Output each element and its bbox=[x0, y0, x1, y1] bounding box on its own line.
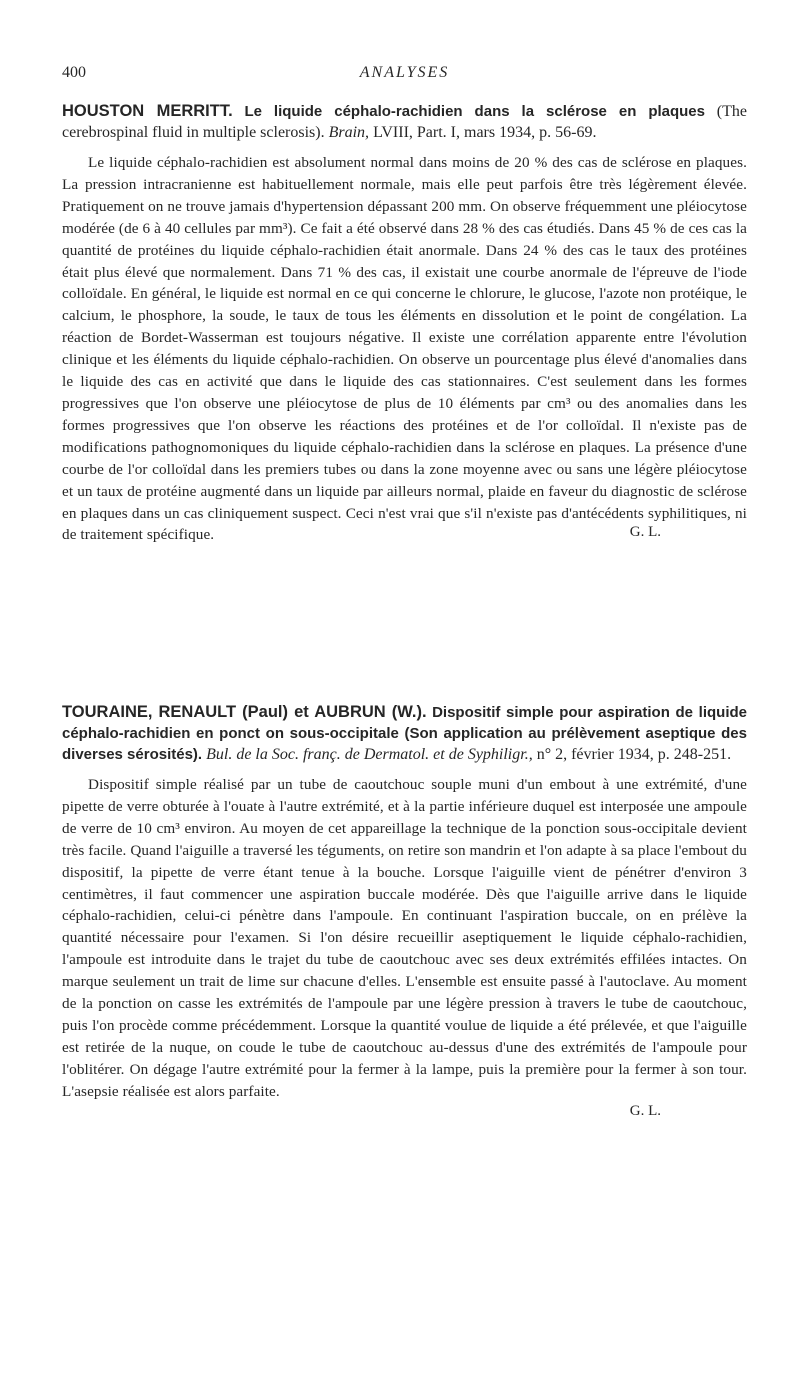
journal-name: Bul. de la Soc. franç. de Dermatol. et de Syphiligr., bbox=[206, 746, 533, 763]
article-authors: HOUSTON MERRITT. bbox=[62, 102, 233, 120]
article-signature: G. L. bbox=[629, 524, 661, 541]
article-body: Le liquide céphalo-rachidien est absolument normal dans moins de 20 % des cas de sclérose en plaques. La pression intracranienne est habituellement normale, mais elle peut parfois être très légèrement élevée. Pratiquement on ne trouve jamais d'hypertension dépassant 200 mm. On observe fréquemment une pléiocytose modérée (de 6 à 40 cellules par mm³). Ce fait a été observé dans 28 % des cas étudiés. Dans 45 % de ces cas la quantité de protéines du liquide céphalo-rachidien était anormale. Dans 24 % des cas le taux des protéines était plus élevé que normalement. Dans 71 % des cas, il existait une courbe anormale de l'épreuve de l'iode colloïdale. En général, le liquide est normal en ce qui concerne le chlorure, le glucose, l'azote non protéique, le calcium, le phosphore, la soude, le taux de tous les éléments en dissolution et le point de congélation. La réaction de Bordet-Wasserman est toujours négative. Il existe une corrélation apparente entre l'évolution clinique et les éléments du liquide céphalo-rachidien. On observe un pourcentage plus élevé d'anomalies dans le liquide des cas en activité que dans le liquide des cas stationnaires. C'est seulement dans les formes progressives que l'on observe une pléiocytose de plus de 10 éléments par cm³ ou des anomalies dans les formes progressives que l'on observe les réactions des protéines et de l'or colloïdal. Il n'existe pas de modifications pathognomoniques du liquide céphalo-rachidien dans la sclérose en plaques. La présence d'une courbe de l'or colloïdal dans les premiers tubes ou dans la zone moyenne avec ou sans une légère pléiocytose et un taux de protéine augmenté dans un liquide par ailleurs normal, plaide en faveur du diagnostic de sclérose en plaques dans un cas cliniquement suspect. Ceci n'est vrai que s'il n'existe pas d'antécédents syphilitiques, ni de traitement spécifique. bbox=[62, 154, 747, 544]
journal-name: Brain, bbox=[328, 124, 370, 141]
citation-details: LVIII, Part. I, mars 1934, p. 56-69. bbox=[373, 124, 597, 141]
article-body: Dispositif simple réalisé par un tube de caoutchouc souple muni d'un embout à une extrémité, d'une pipette de verre obturée à l'ouate à l'autre extrémité, et à la partie inférieure duquel est interposée une ampoule de verre de 10 cm³ environ. Au moyen de cet appareillage la technique de la ponction sous-occipitale devient très facile. Quand l'aiguille a traversé les téguments, on retire son mandrin et l'on adapte à sa place l'embout du dispositif, la pipette de verre étant tenue à la bouche. Lorsque l'aiguille vient de pénétrer d'environ 3 centimètres, il faut commencer une aspiration buccale modérée. Dès que l'aiguille arrive dans le liquide céphalo-rachidien, celui-ci pénètre dans l'ampoule. En continuant l'aspiration buccale, on en prélève la quantité nécessaire pour l'examen. Si l'on désire recueillir aseptiquement le liquide céphalo-rachidien, l'ampoule est introduite dans le trajet du tube de caoutchouc avec ses deux extrémités effilées intactes. On marque seulement un trait de lime sur chacune d'elles. L'ensemble est ensuite passé à l'autoclave. Au moment de la ponction on casse les extrémités de l'ampoule par une légère pression à travers le tube de caoutchouc, puis l'on procède comme précédemment. Lorsque la quantité voulue de liquide a été prélevée, et que l'aiguille est retirée de la nuque, on coude le tube de caoutchouc au-dessus d'une des extrémités de l'ampoule pour l'oblitérer. On dégage l'autre extrémité pour la fermer à la lampe, puis la première pour la fermer à son tour. L'asepsie réalisée est alors parfaite. bbox=[62, 776, 747, 1100]
citation-details: n° 2, février 1934, p. 248-251. bbox=[536, 746, 732, 763]
article-title-translation: (The cerebrospinal fluid in multiple sclerosis). bbox=[62, 103, 747, 141]
article-title: Dispositif simple pour aspiration de liquide céphalo-rachidien en ponct on sous-occipitale (Son application au prélèvement aseptique des diverses sérosités). bbox=[62, 704, 747, 763]
article-touraine bbox=[62, 702, 747, 1120]
article-merritt bbox=[62, 101, 747, 544]
article-title: Le liquide céphalo-rachidien dans la sclérose en plaques bbox=[244, 103, 705, 120]
running-title: ANALYSES bbox=[359, 64, 450, 81]
article-signature: G. L. bbox=[629, 1102, 661, 1119]
article-heading bbox=[62, 101, 747, 143]
article-authors: TOURAINE, RENAULT (Paul) et AUBRUN (W.). bbox=[62, 703, 427, 721]
page-number: 400 bbox=[62, 64, 86, 81]
article-heading bbox=[62, 702, 747, 765]
running-header bbox=[62, 64, 747, 88]
